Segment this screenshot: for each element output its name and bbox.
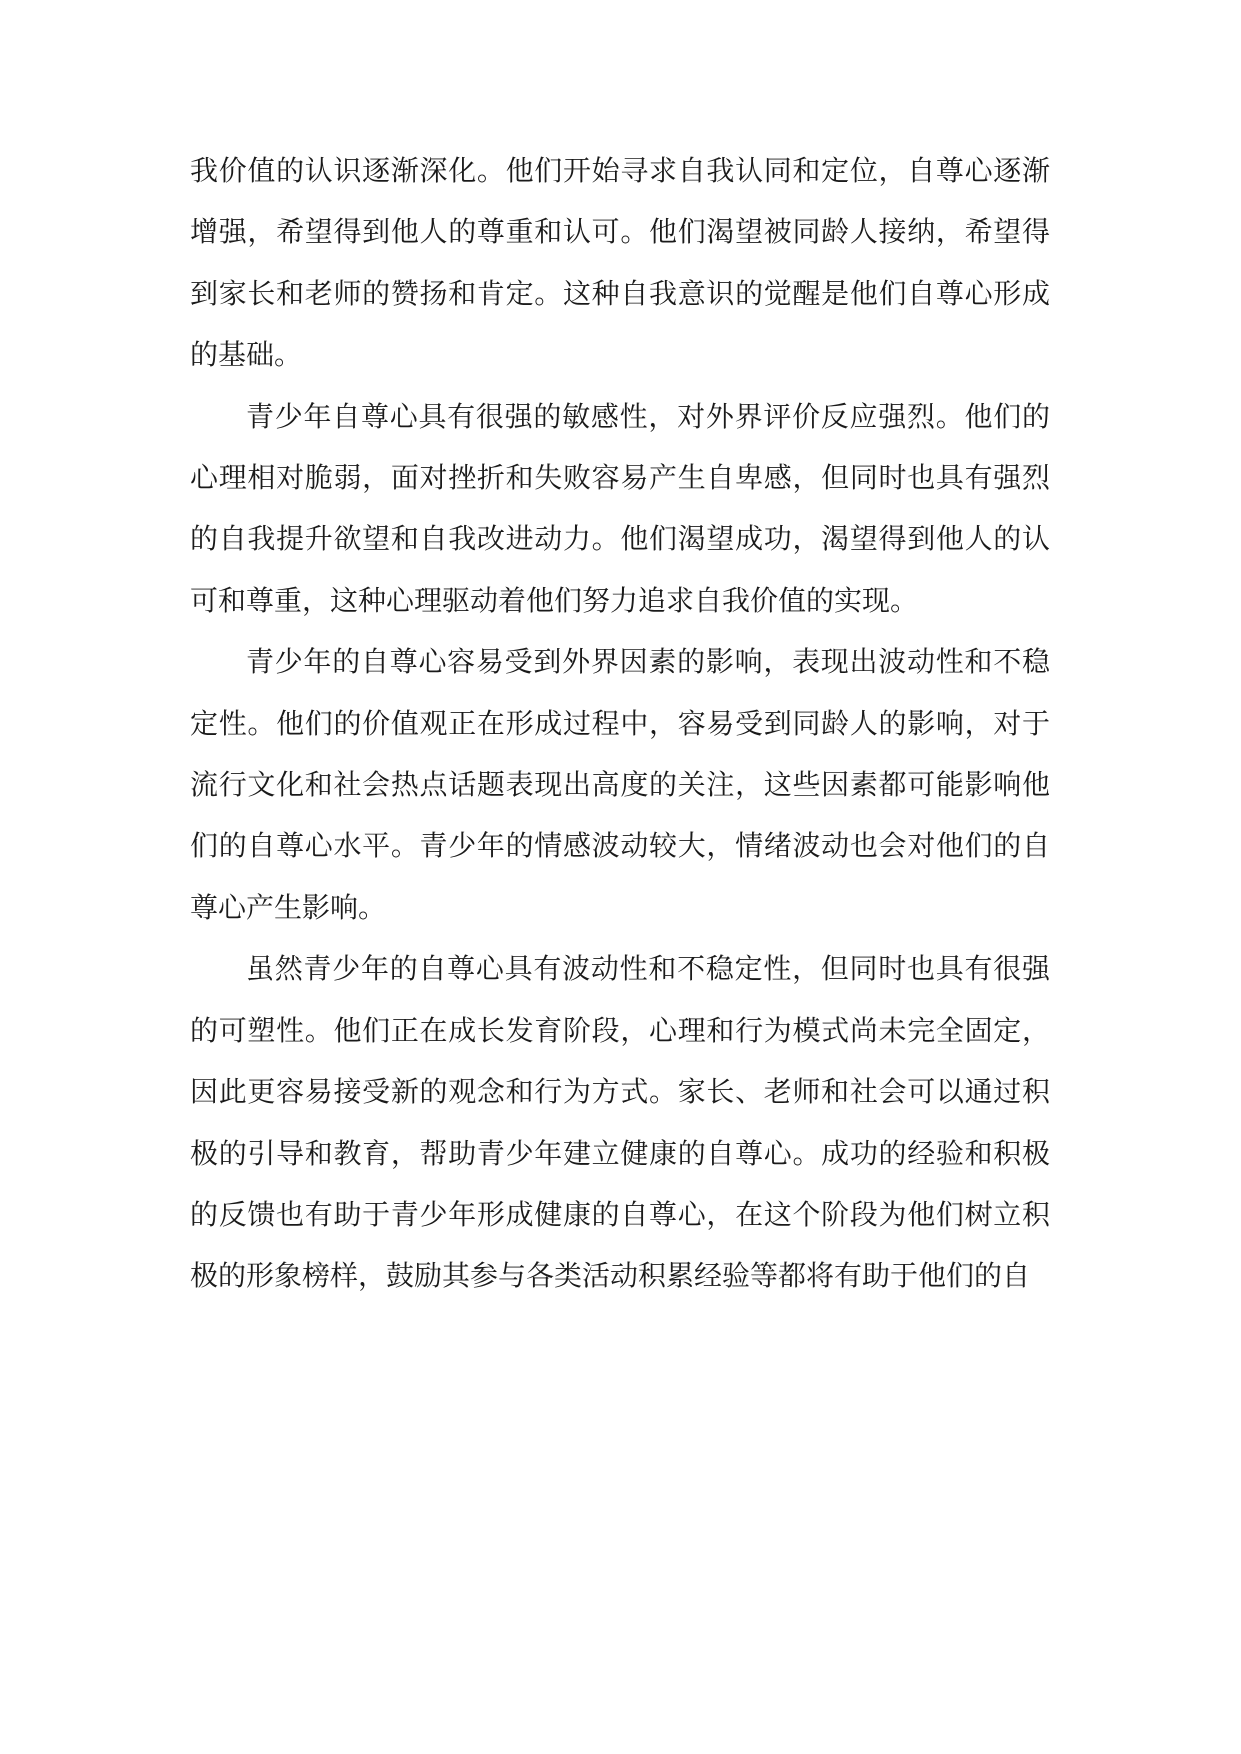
paragraph-2: 青少年自尊心具有很强的敏感性，对外界评价反应强烈。他们的心理相对脆弱，面对挫折和失败容易产生自卑感，但同时也具有强烈的自我提升欲望和自我改进动力。他们渴望成功，渴望得到他人的认可和尊重，这种心理驱动着他们努力追求自我价值的实现。	[190, 399, 1050, 617]
paragraph-4: 虽然青少年的自尊心具有波动性和不稳定性，但同时也具有很强的可塑性。他们正在成长发育阶段，心理和行为模式尚未完全固定，因此更容易接受新的观念和行为方式。家长、老师和社会可以通过积极的引导和教育，帮助青少年建立健康的自尊心。成功的经验和积极的反馈也有助于青少年形成健康的自尊心，在这个阶段为他们树立积极的形象榜样，鼓励其参与各类活动积累经验等都将有助于他们的自	[190, 952, 1050, 1293]
paragraph-1: 我价值的认识逐渐深化。他们开始寻求自我认同和定位，自尊心逐渐增强，希望得到他人的尊重和认可。他们渴望被同龄人接纳，希望得到家长和老师的赞扬和肯定。这种自我意识的觉醒是他们自尊心形成的基础。	[190, 154, 1050, 372]
paragraph-3: 青少年的自尊心容易受到外界因素的影响，表现出波动性和不稳定性。他们的价值观正在形成过程中，容易受到同龄人的影响，对于流行文化和社会热点话题表现出高度的关注，这些因素都可能影响他们的自尊心水平。青少年的情感波动较大，情绪波动也会对他们的自尊心产生影响。	[190, 645, 1050, 924]
document-body	[190, 140, 1050, 1307]
